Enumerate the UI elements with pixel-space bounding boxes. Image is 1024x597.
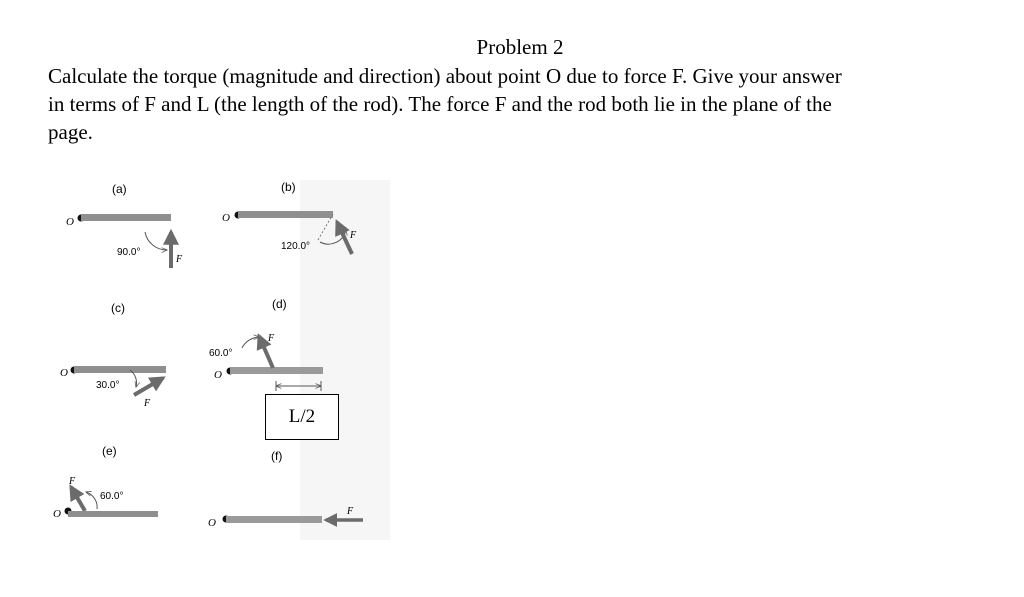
half-length-label-box: L/2 [265, 394, 339, 440]
panel-e [53, 444, 158, 520]
panel-b-rod [238, 211, 333, 218]
panel-e-angle-label: 60.0° [100, 491, 124, 502]
panel-f-force-label: F [347, 506, 354, 517]
panel-d-force-label: F [268, 333, 275, 344]
statement-line-2: in terms of F and L (the length of the rod). The force F and the rod both lie in the plane of the [48, 92, 832, 116]
panel-e-force-arrow [71, 487, 85, 511]
panel-d-label: (d) [272, 297, 287, 311]
panel-b-angle-label: 120.0° [281, 241, 311, 252]
panel-c-rod [74, 366, 166, 373]
panel-b-point-label: O [222, 212, 230, 224]
panel-d-angle-label: 60.0° [209, 348, 233, 359]
panel-d-rod [230, 367, 323, 374]
panel-a-label: (a) [112, 182, 127, 196]
panel-e-angle-arc [86, 492, 97, 509]
panel-f-rod [226, 516, 322, 523]
panel-a-force-label: F [176, 254, 183, 265]
panel-a-angle-arc [145, 232, 167, 250]
panel-d-angle-arc [242, 337, 259, 348]
panel-c-angle-label: 30.0° [96, 380, 120, 391]
panel-f-point-label: O [208, 517, 216, 529]
panel-c [60, 301, 166, 409]
panel-e-label: (e) [102, 444, 117, 458]
panel-c-force-arrow [134, 378, 163, 395]
panel-a-rod [81, 214, 171, 221]
problem-title: Problem 2 [476, 35, 564, 59]
panel-c-force-label: F [144, 398, 151, 409]
panel-d-point-label: O [214, 369, 222, 381]
statement-line-3: page. [48, 120, 93, 144]
panel-e-rod [68, 511, 158, 517]
panel-c-label: (c) [111, 301, 125, 315]
panel-a-angle-label: 90.0° [117, 247, 141, 258]
panel-b-label: (b) [281, 180, 296, 194]
panel-f-label: (f) [271, 449, 283, 463]
panel-e-force-label: F [69, 476, 76, 487]
panel-e-point-label: O [53, 508, 61, 520]
statement-line-1: Calculate the torque (magnitude and direction) about point O due to force F. Give your answer [48, 64, 842, 88]
panel-b-force-label: F [350, 230, 357, 241]
panel-a [66, 182, 183, 268]
panel-c-point-label: O [60, 367, 68, 379]
panel-a-point-label: O [66, 216, 74, 228]
